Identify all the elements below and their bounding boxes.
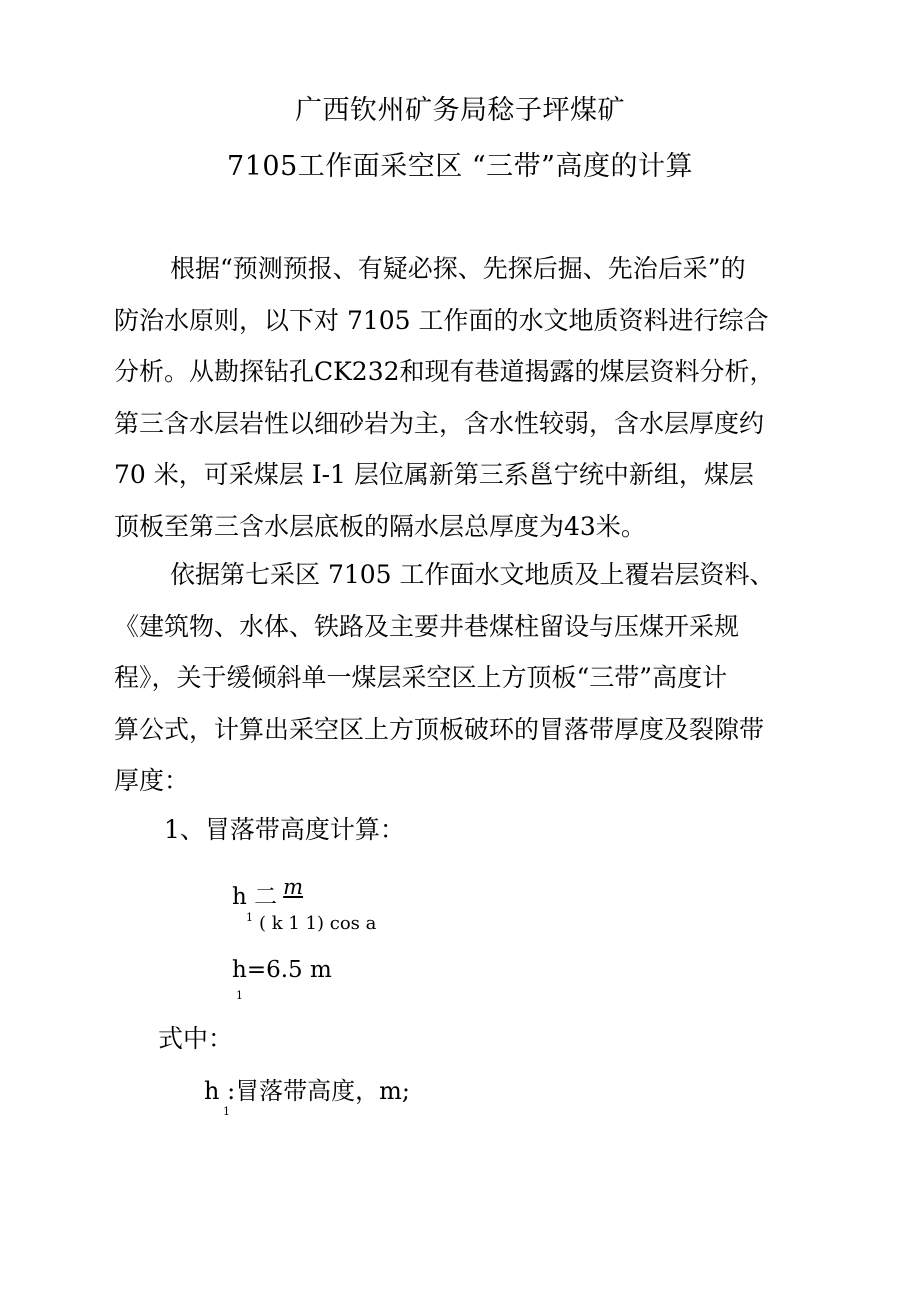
paragraph-line: 第三含水层岩性以细砂岩为主，含水性较弱，含水层厚度约 (114, 408, 765, 438)
paragraph-line: 70 米，可采煤层 I-1 层位属新第三系邕宁统中新组，煤层 (114, 460, 754, 489)
paragraph-line: 《建筑物、水体、铁路及主要井巷煤柱留设与压煤开采规 (114, 611, 740, 641)
section-heading-caving-zone: 1、冒落带高度计算： (164, 815, 405, 844)
formula-subscript: 1 (246, 911, 253, 924)
document-title-line-2: 7105工作面采空区 “三带”高度的计算 (227, 151, 693, 182)
paragraph-line: 防治水原则，以下对 7105 工作面的水文地质资料进行综合 (114, 305, 769, 335)
definition-h1-subscript: 1 (223, 1105, 230, 1118)
formula-caving-height (232, 875, 304, 911)
paragraph-line: 分析。从勘探钻孔CK232和现有巷道揭露的煤层资料分析， (114, 357, 775, 386)
paragraph-line: 厚度： (114, 766, 190, 795)
paragraph-line: 程》，关于缓倾斜单一煤层采空区上方顶板“三带”高度计 (114, 663, 728, 692)
formula-result: h=6.5 m (232, 957, 332, 983)
paragraph-basis (114, 549, 804, 807)
formula-lhs: h 二 (232, 884, 278, 910)
paragraph-line: 顶板至第三含水层底板的隔水层总厚度为43米。 (114, 511, 646, 541)
paragraph-line: 依据第七采区 7105 工作面水文地质及上覆岩层资料、 (170, 560, 775, 589)
formula-denominator-row (246, 913, 376, 934)
formula-numerator: m (283, 875, 304, 899)
paragraph-analysis (114, 243, 804, 552)
formula-denominator: ( k 1 1) cos a (259, 913, 377, 934)
where-label: 式中： (158, 1024, 234, 1053)
paragraph-line: 根据“预测预报、有疑必探、先探后掘、先治后采”的 (170, 254, 746, 283)
formula-result-subscript: 1 (236, 989, 243, 1002)
document-title-line-1: 广西钦州矿务局稔子坪煤矿 (295, 95, 625, 126)
definition-h1: h :冒落带高度，m; (204, 1077, 411, 1105)
paragraph-line: 算公式，计算出采空区上方顶板破环的冒落带厚度及裂隙带 (114, 714, 765, 744)
